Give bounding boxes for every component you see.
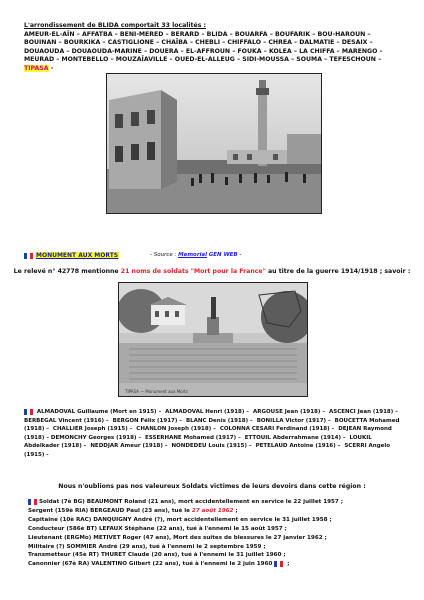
victim-row: Canonnier (67è RA) VALENTINO Gilbert (22 ans), tué à l'ennemi le 2 juin 1960 ; bbox=[28, 561, 290, 568]
highlight-town: TIPASA bbox=[24, 64, 49, 72]
victim-text: Soldat (7è BG) BEAUMONT Roland (21 ans), mort accidentellement en service le 22 juillet 1957 ; bbox=[39, 499, 343, 505]
victim-text: Conducteur (586è BT) LEFAUX Stéphane (22 ans), tué à l'ennemi le 15 août 1957 ; bbox=[28, 525, 287, 532]
releve-highlight: 21 noms de soldats "Mort pour la France" bbox=[120, 268, 266, 275]
victim-date-highlight: 27 août 1962 bbox=[191, 507, 234, 514]
victims-list bbox=[28, 498, 408, 569]
soldier-name: PETELAUD Antoine (1916) – bbox=[255, 443, 343, 450]
victim-end: ; bbox=[233, 507, 238, 514]
source-memorial-link[interactable]: Memorial bbox=[178, 252, 208, 258]
towns-text: AMEUR-EL-AÏN – AFFATBA – BENI-MERED – BERARD – BLIDA – BOUARFA – BOUFARIK – BOU-HAROUN – BOUINAN – BOURKIKA – CASTIGLIONE – CHAÏBA – CHEBLI – CHIFFALO – CHREA – DALMATIE – DESAIX – DOUAOUDA – DOUAOUDA-MARINE – DOUERA – EL-AFFROUN – FOUKA – KOLEA – LA CHIFFA – MARENGO – MEURAD – MONTEBELLO – MOUZAÏAVILLE – OUED-EL-ALLEUG – SIDI-MOUSSA – SOUMA – TEFESCHOUN – bbox=[24, 30, 383, 64]
victim-row bbox=[28, 551, 408, 560]
french-flag-icon bbox=[274, 561, 283, 567]
soldier-name: CHANLON Joseph (1918) – bbox=[136, 426, 218, 433]
header-block bbox=[24, 22, 404, 74]
victim-row bbox=[28, 543, 408, 552]
french-flag-icon bbox=[24, 253, 33, 259]
victim-text: Canonnier (67è RA) VALENTINO Gilbert (22 ans), tué à l'ennemi le 2 juin 1960 bbox=[28, 561, 273, 568]
names-list bbox=[24, 408, 404, 460]
french-flag-icon bbox=[28, 499, 37, 505]
releve-suffix: au titre de la guerre 1914/1918 ; savoir : bbox=[267, 268, 411, 275]
soldier-name: BONILLA Victor (1917) – bbox=[256, 417, 333, 424]
victim-text: Militaire (?) SOMMIER André (29 ans), tué à l'ennemi le 2 septembre 1959 ; bbox=[28, 543, 266, 550]
victim-row bbox=[28, 525, 408, 534]
monument-label: MONUMENT AUX MORTS bbox=[36, 252, 119, 259]
victim-text: Sergent (159è RIA) BERGEAUD Paul (23 ans), tué le bbox=[28, 507, 190, 514]
photo-caption: TIPASA — Monument aux Morts bbox=[125, 389, 188, 394]
victim-text: Transmetteur (45è RT) THURET Claude (20 ans), tué à l'ennemi le 31 juillet 1960 ; bbox=[28, 552, 286, 559]
victim-row bbox=[28, 516, 408, 525]
soldier-name: ASCENCI Jean (1918) – bbox=[328, 409, 398, 415]
soldier-name: DEJEAN Raymond (1918) – DEMONCHY Georges (1918) – bbox=[24, 426, 392, 441]
releve-prefix: Le relevé n° 42778 mentionne bbox=[13, 268, 119, 275]
towns-list bbox=[24, 31, 404, 74]
photo-monument bbox=[118, 282, 308, 397]
victim-text: Capitaine (10è RAC) DANQUIGNY André (?), mort accidentellement en service le 31 juillet 1958 ; bbox=[28, 516, 332, 523]
victim-row bbox=[28, 498, 408, 507]
photo-lighthouse-image bbox=[107, 74, 321, 213]
victim-text: Lieutenant (ERGMo) METIVET Roger (47 ans), Mort des suites de blessures le 27 janvier 1962 ; bbox=[28, 534, 327, 541]
header-title: L'arrondissement de BLIDA comportait 33 localités : bbox=[24, 22, 207, 29]
soldier-name: NONDEDEU Louis (1915) – bbox=[171, 443, 254, 450]
soldier-name: ALMADOVAL Guillaume (Mort en 1915) – bbox=[36, 409, 164, 415]
source-line bbox=[150, 252, 241, 258]
releve-line bbox=[0, 268, 424, 275]
victim-row bbox=[28, 534, 408, 543]
soldier-name: ETTOUIL Abderrahmane (1914) – bbox=[244, 434, 348, 441]
towns-tail: - bbox=[50, 64, 54, 72]
soldier-name: NEDDJAR Ameur (1918) – bbox=[90, 443, 170, 450]
oublions-line: Nous n'oublions pas nos valeureux Soldats victimes de leurs devoirs dans cette région : bbox=[58, 483, 366, 490]
french-flag-icon bbox=[24, 409, 33, 415]
soldier-name: ALMADOVAL Henri (1918) – bbox=[165, 409, 251, 415]
soldier-name: ESSERHANE Mohamed (1917) – bbox=[145, 434, 243, 441]
source-genweb-link[interactable]: GEN WEB bbox=[208, 252, 238, 258]
soldier-name: BLANC Denis (1918) – bbox=[185, 417, 255, 424]
source-prefix: - Source : bbox=[150, 252, 177, 258]
soldier-name: BERGON Félix (1917) – bbox=[112, 417, 184, 424]
soldier-name: COLONNA CESARI Ferdinand (1918) – bbox=[219, 426, 337, 433]
soldier-name: SCERRI Angelo (1915) - bbox=[24, 443, 391, 458]
soldier-name: CHALLIER Joseph (1915) – bbox=[52, 426, 135, 433]
soldier-name: BERBEGAL Vincent (1916) – bbox=[24, 417, 111, 424]
photo-lighthouse bbox=[106, 73, 322, 214]
monument-heading bbox=[24, 252, 119, 259]
soldier-name: LOUKIL Abdelkader (1918) – bbox=[24, 434, 372, 450]
photo-monument-image bbox=[119, 283, 307, 396]
soldier-name: BOUCETTA Mohamed (1918) – bbox=[24, 417, 400, 433]
soldier-name: ARGOUSE Jean (1918) – bbox=[252, 409, 327, 415]
source-suffix: - bbox=[239, 252, 242, 258]
victim-row bbox=[28, 507, 408, 516]
